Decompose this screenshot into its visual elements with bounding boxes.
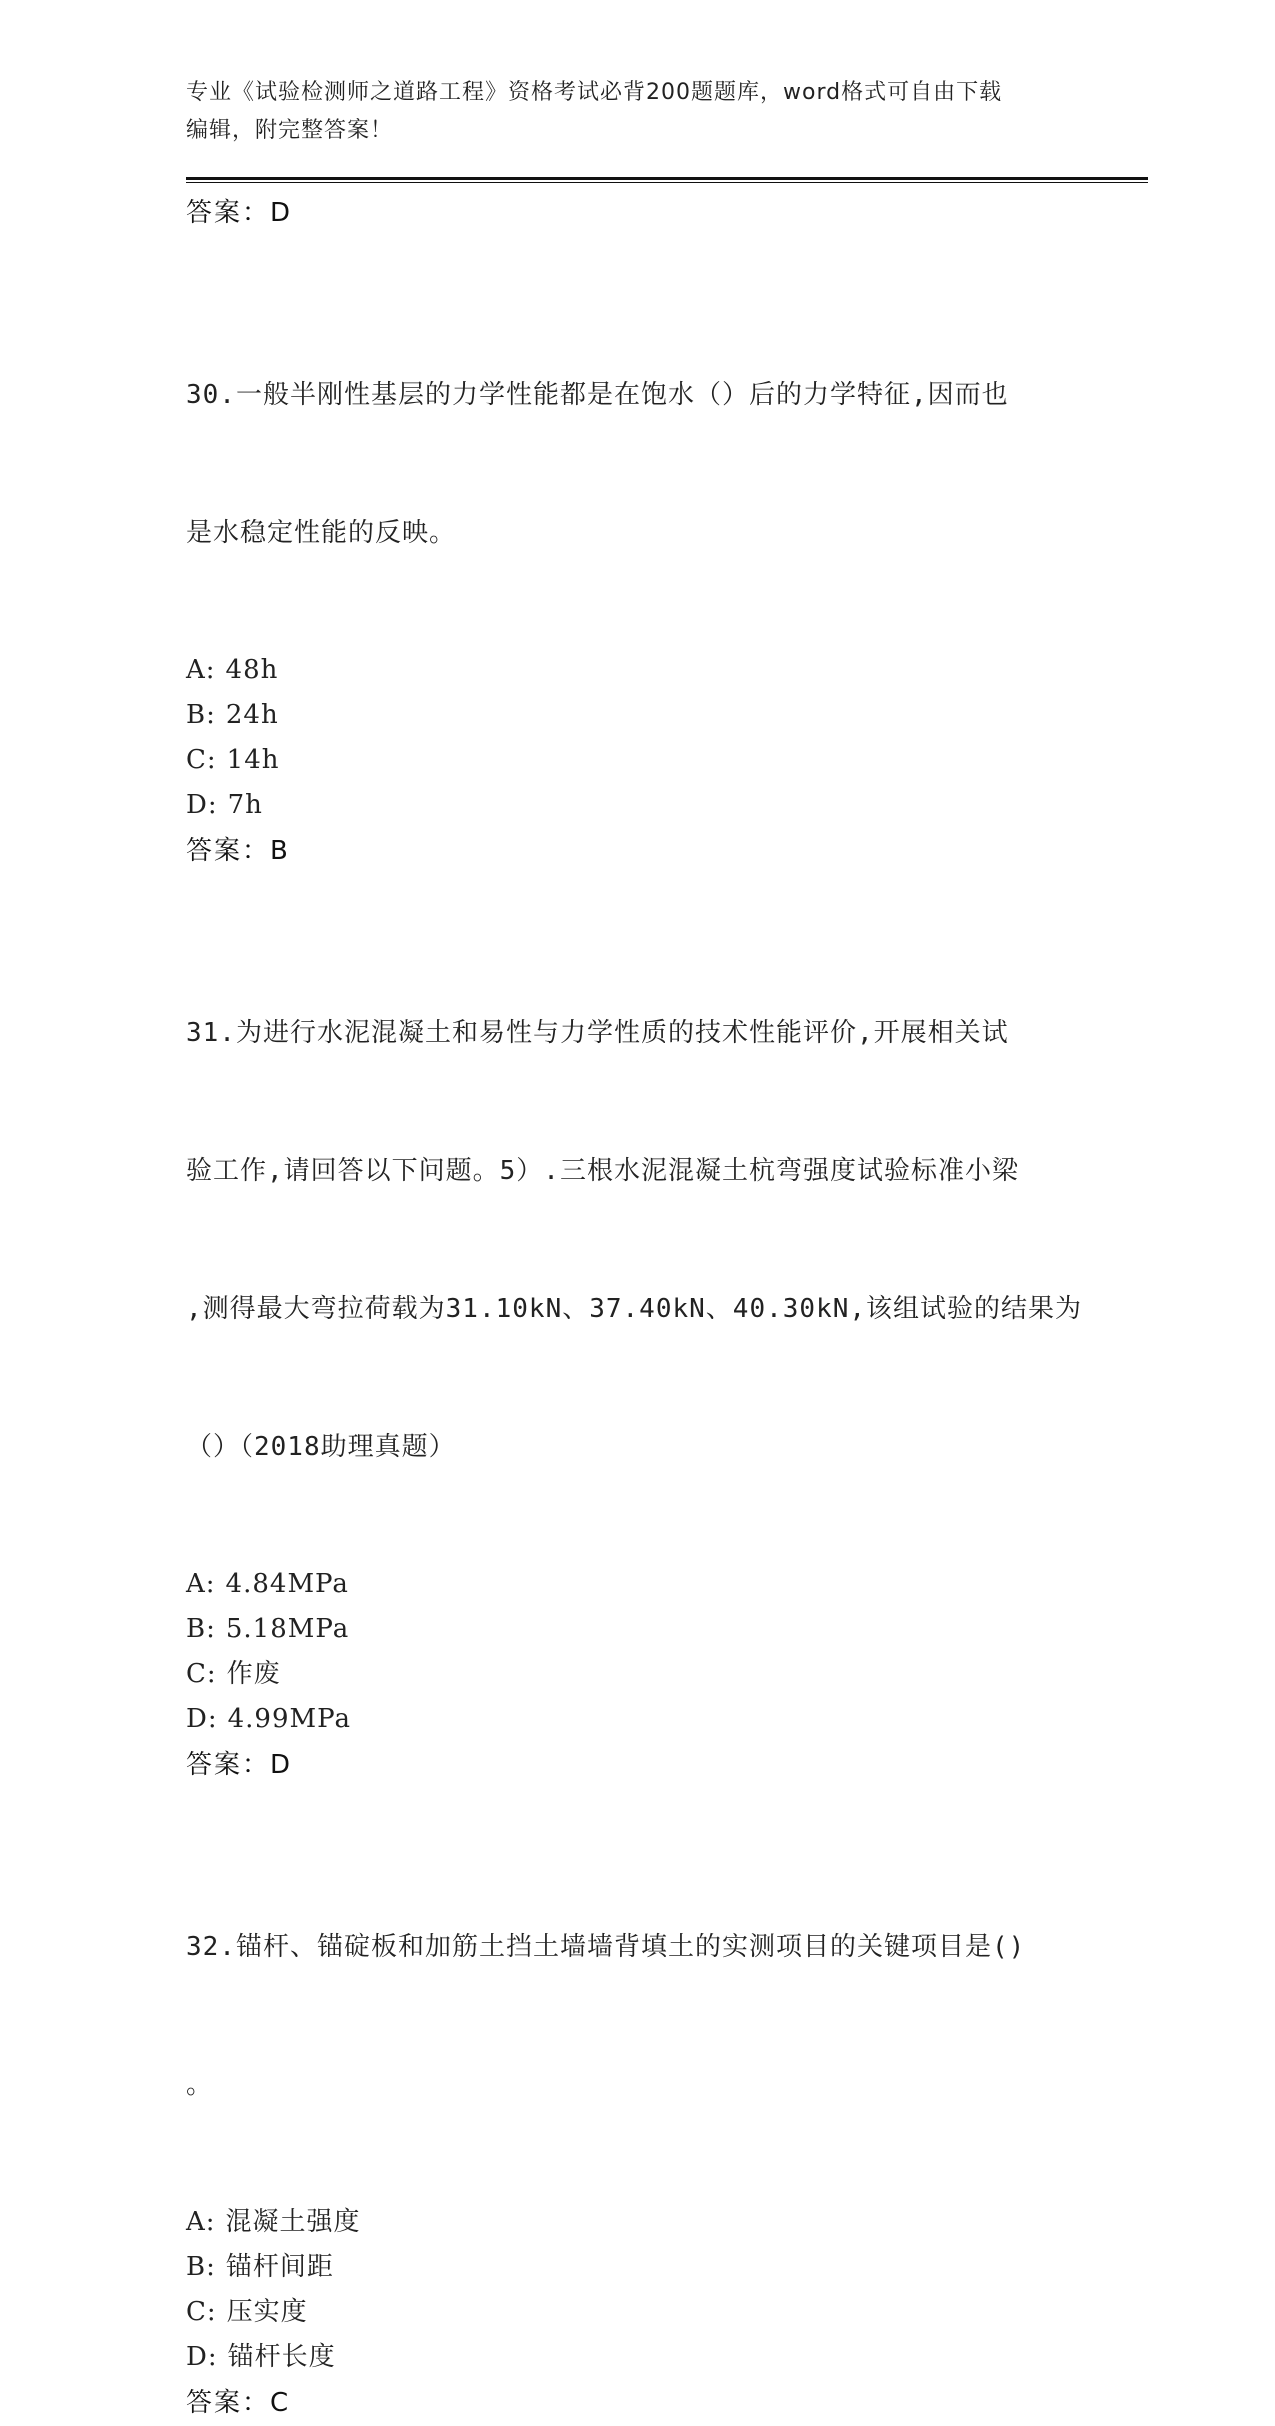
answer-line: 答案：D xyxy=(186,1750,293,1780)
question-line: 31.为进行水泥混凝土和易性与力学性质的技术性能评价,开展相关试 xyxy=(186,1018,1009,1048)
option-d xyxy=(186,1697,1086,1742)
header-line-2: 编辑，附完整答案！ xyxy=(186,118,394,143)
option-text: 4.84MPa xyxy=(225,1569,349,1599)
answer-line: 答案：B xyxy=(186,836,290,866)
question-line: 验工作,请回答以下问题。5）.三根水泥混凝土杭弯强度试验标准小梁 xyxy=(186,1156,1019,1186)
option-text: 混凝土强度 xyxy=(225,2207,361,2237)
option-letter: C: xyxy=(186,745,217,775)
question-text xyxy=(186,280,1086,648)
header-divider-thin xyxy=(186,182,1148,183)
answer-line: 答案：C xyxy=(186,2388,291,2418)
option-letter: C: xyxy=(186,1659,217,1689)
question-line: 30.一般半刚性基层的力学性能都是在饱水（）后的力学特征,因而也 xyxy=(186,380,1009,410)
document-header xyxy=(186,74,1066,150)
question-line: （）（2018助理真题） xyxy=(186,1432,456,1462)
option-text: 作废 xyxy=(226,1659,281,1689)
option-text: 锚杆长度 xyxy=(227,2342,336,2372)
option-text: 压实度 xyxy=(226,2297,308,2327)
option-c xyxy=(186,2290,1086,2335)
question-text xyxy=(186,918,1086,1562)
option-b xyxy=(186,2245,1086,2290)
option-b xyxy=(186,1607,1086,1652)
header-line-1: 专业《试验检测师之道路工程》资格考试必背200题题库，word格式可自由下载 xyxy=(186,80,1003,105)
option-a xyxy=(186,648,1086,693)
question-line: 。 xyxy=(186,2070,214,2100)
option-text: 4.99MPa xyxy=(227,1704,351,1734)
option-d xyxy=(186,783,1086,828)
option-letter: B: xyxy=(186,700,216,730)
option-letter: D: xyxy=(186,2342,218,2372)
option-d xyxy=(186,2335,1086,2380)
question-list xyxy=(186,190,1086,2426)
option-letter: B: xyxy=(186,1614,216,1644)
option-letter: D: xyxy=(186,790,218,820)
question-block xyxy=(186,280,1086,874)
option-c xyxy=(186,738,1086,783)
option-text: 5.18MPa xyxy=(225,1614,350,1644)
option-letter: A: xyxy=(186,655,216,685)
question-line: ,测得最大弯拉荷载为31.10kN、37.40kN、40.30kN,该组试验的结果为 xyxy=(186,1294,1083,1324)
header-divider-thick xyxy=(186,177,1148,180)
option-text: 24h xyxy=(225,700,279,730)
option-text: 7h xyxy=(227,790,263,820)
question-line: 32.锚杆、锚碇板和加筋土挡土墙墙背填土的实测项目的关键项目是() xyxy=(186,1932,1026,1962)
option-letter: A: xyxy=(186,1569,216,1599)
question-line: 是水稳定性能的反映。 xyxy=(186,518,457,548)
option-letter: C: xyxy=(186,2297,217,2327)
question-block xyxy=(186,918,1086,1788)
option-c xyxy=(186,1652,1086,1697)
option-letter: B: xyxy=(186,2252,216,2282)
answer-line: 答案：D xyxy=(186,198,293,228)
option-text: 48h xyxy=(225,655,279,685)
option-letter: D: xyxy=(186,1704,218,1734)
option-a xyxy=(186,1562,1086,1607)
option-a xyxy=(186,2200,1086,2245)
option-text: 锚杆间距 xyxy=(225,2252,334,2282)
option-text: 14h xyxy=(226,745,280,775)
option-b xyxy=(186,693,1086,738)
question-text xyxy=(186,1832,1086,2200)
question-block xyxy=(186,1832,1086,2426)
option-letter: A: xyxy=(186,2207,216,2237)
